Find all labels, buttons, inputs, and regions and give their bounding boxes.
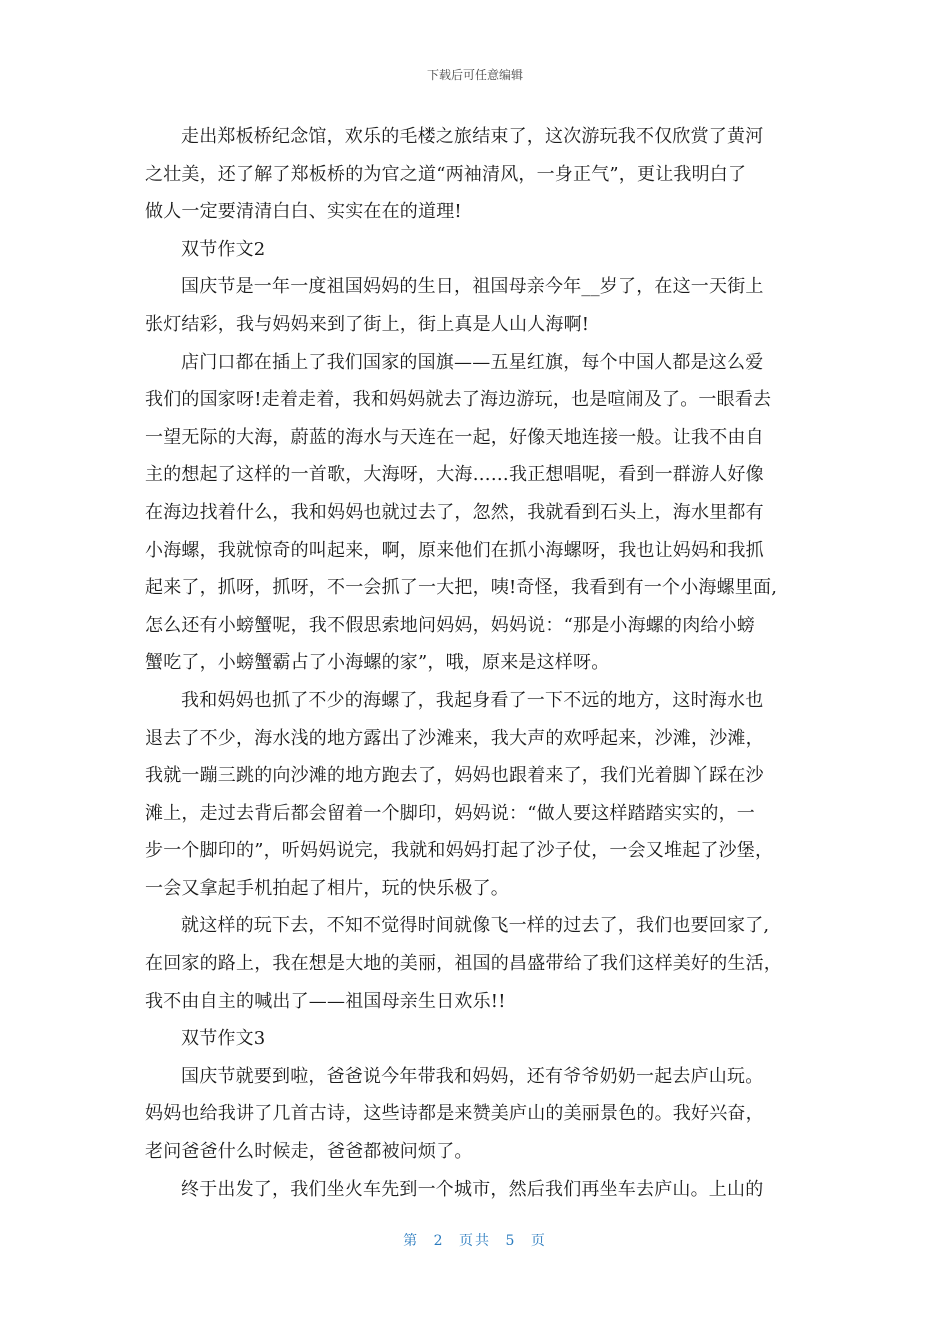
text-line: 店门口都在插上了我们国家的国旗——五星红旗，每个中国人都是这么爱	[181, 351, 764, 373]
text-line: 国庆节是一年一度祖国妈妈的生日，祖国母亲今年__岁了，在这一天街上	[181, 276, 764, 298]
footer-middle: 页共	[459, 1233, 491, 1249]
text-line: 终于出发了，我们坐火车先到一个城市，然后我们再坐车去庐山。上山的	[181, 1178, 764, 1200]
text-line: 我就一蹦三跳的向沙滩的地方跑去了，妈妈也跟着来了，我们光着脚丫踩在沙	[145, 765, 764, 787]
text-line: 一会又拿起手机拍起了相片，玩的快乐极了。	[145, 877, 509, 899]
text-line: 我们的国家呀!走着走着，我和妈妈就去了海边游玩，也是喧闹及了。一眼看去	[145, 389, 772, 411]
text-line: 怎么还有小螃蟹呢，我不假思索地问妈妈，妈妈说：“那是小海螺的肉给小螃	[145, 614, 755, 636]
text-line: 就这样的玩下去，不知不觉得时间就像飞一样的过去了，我们也要回家了,	[181, 915, 770, 937]
text-line: 滩上，走过去背后都会留着一个脚印，妈妈说：“做人要这样踏踏实实的，一	[145, 802, 755, 824]
text-line: 步一个脚印的”，听妈妈说完，我就和妈妈打起了沙子仗，一会又堆起了沙堡，	[145, 840, 774, 862]
text-line: 一望无际的大海，蔚蓝的海水与天连在一起，好像天地连接一般。让我不由自	[145, 426, 764, 448]
text-line: 妈妈也给我讲了几首古诗，这些诗都是来赞美庐山的美丽景色的。我好兴奋，	[145, 1103, 764, 1125]
footer-current-page: 2	[433, 1233, 445, 1249]
document-body	[145, 118, 815, 1208]
text-line: 双节作文2	[181, 238, 266, 260]
text-line: 退去了不少，海水浅的地方露出了沙滩来，我大声的欢呼起来，沙滩，沙滩，	[145, 727, 764, 749]
footer-suffix: 页	[530, 1233, 547, 1249]
text-line: 起来了，抓呀，抓呀，不一会抓了一大把，咦!奇怪，我看到有一个小海螺里面,	[145, 577, 778, 599]
text-line: 张灯结彩，我与妈妈来到了街上，街上真是人山人海啊!	[145, 313, 590, 335]
text-line: 双节作文3	[181, 1028, 266, 1050]
text-line: 蟹吃了，小螃蟹霸占了小海螺的家”，哦，原来是这样呀。	[145, 652, 610, 674]
footer-total-pages: 5	[505, 1233, 517, 1249]
text-line: 我和妈妈也抓了不少的海螺了，我起身看了一下不远的地方，这时海水也	[181, 689, 764, 711]
text-line: 之壮美，还了解了郑板桥的为官之道“两袖清风，一身正气”，更让我明白了	[145, 163, 747, 185]
page-footer	[0, 1230, 950, 1250]
text-line: 国庆节就要到啦，爸爸说今年带我和妈妈，还有爷爷奶奶一起去庐山玩。	[181, 1065, 764, 1087]
text-line: 在海边找着什么，我和妈妈也就过去了，忽然，我就看到石头上，海水里都有	[145, 501, 764, 523]
text-line: 我不由自主的喊出了——祖国母亲生日欢乐!!	[145, 990, 506, 1012]
text-line: 在回家的路上，我在想是大地的美丽，祖国的昌盛带给了我们这样美好的生活，	[145, 953, 782, 975]
text-line: 小海螺，我就惊奇的叫起来，啊，原来他们在抓小海螺呀，我也让妈妈和我抓	[145, 539, 764, 561]
page-header: 下载后可任意编辑	[426, 68, 523, 82]
text-line: 主的想起了这样的一首歌，大海呀，大海……我正想唱呢，看到一群游人好像	[145, 464, 764, 486]
text-line: 走出郑板桥纪念馆，欢乐的毛楼之旅结束了，这次游玩我不仅欣赏了黄河	[181, 126, 764, 147]
footer-prefix: 第	[403, 1233, 420, 1249]
text-line: 做人一定要清清白白、实实在在的道理!	[145, 201, 462, 223]
text-line: 老问爸爸什么时候走，爸爸都被问烦了。	[145, 1141, 473, 1163]
